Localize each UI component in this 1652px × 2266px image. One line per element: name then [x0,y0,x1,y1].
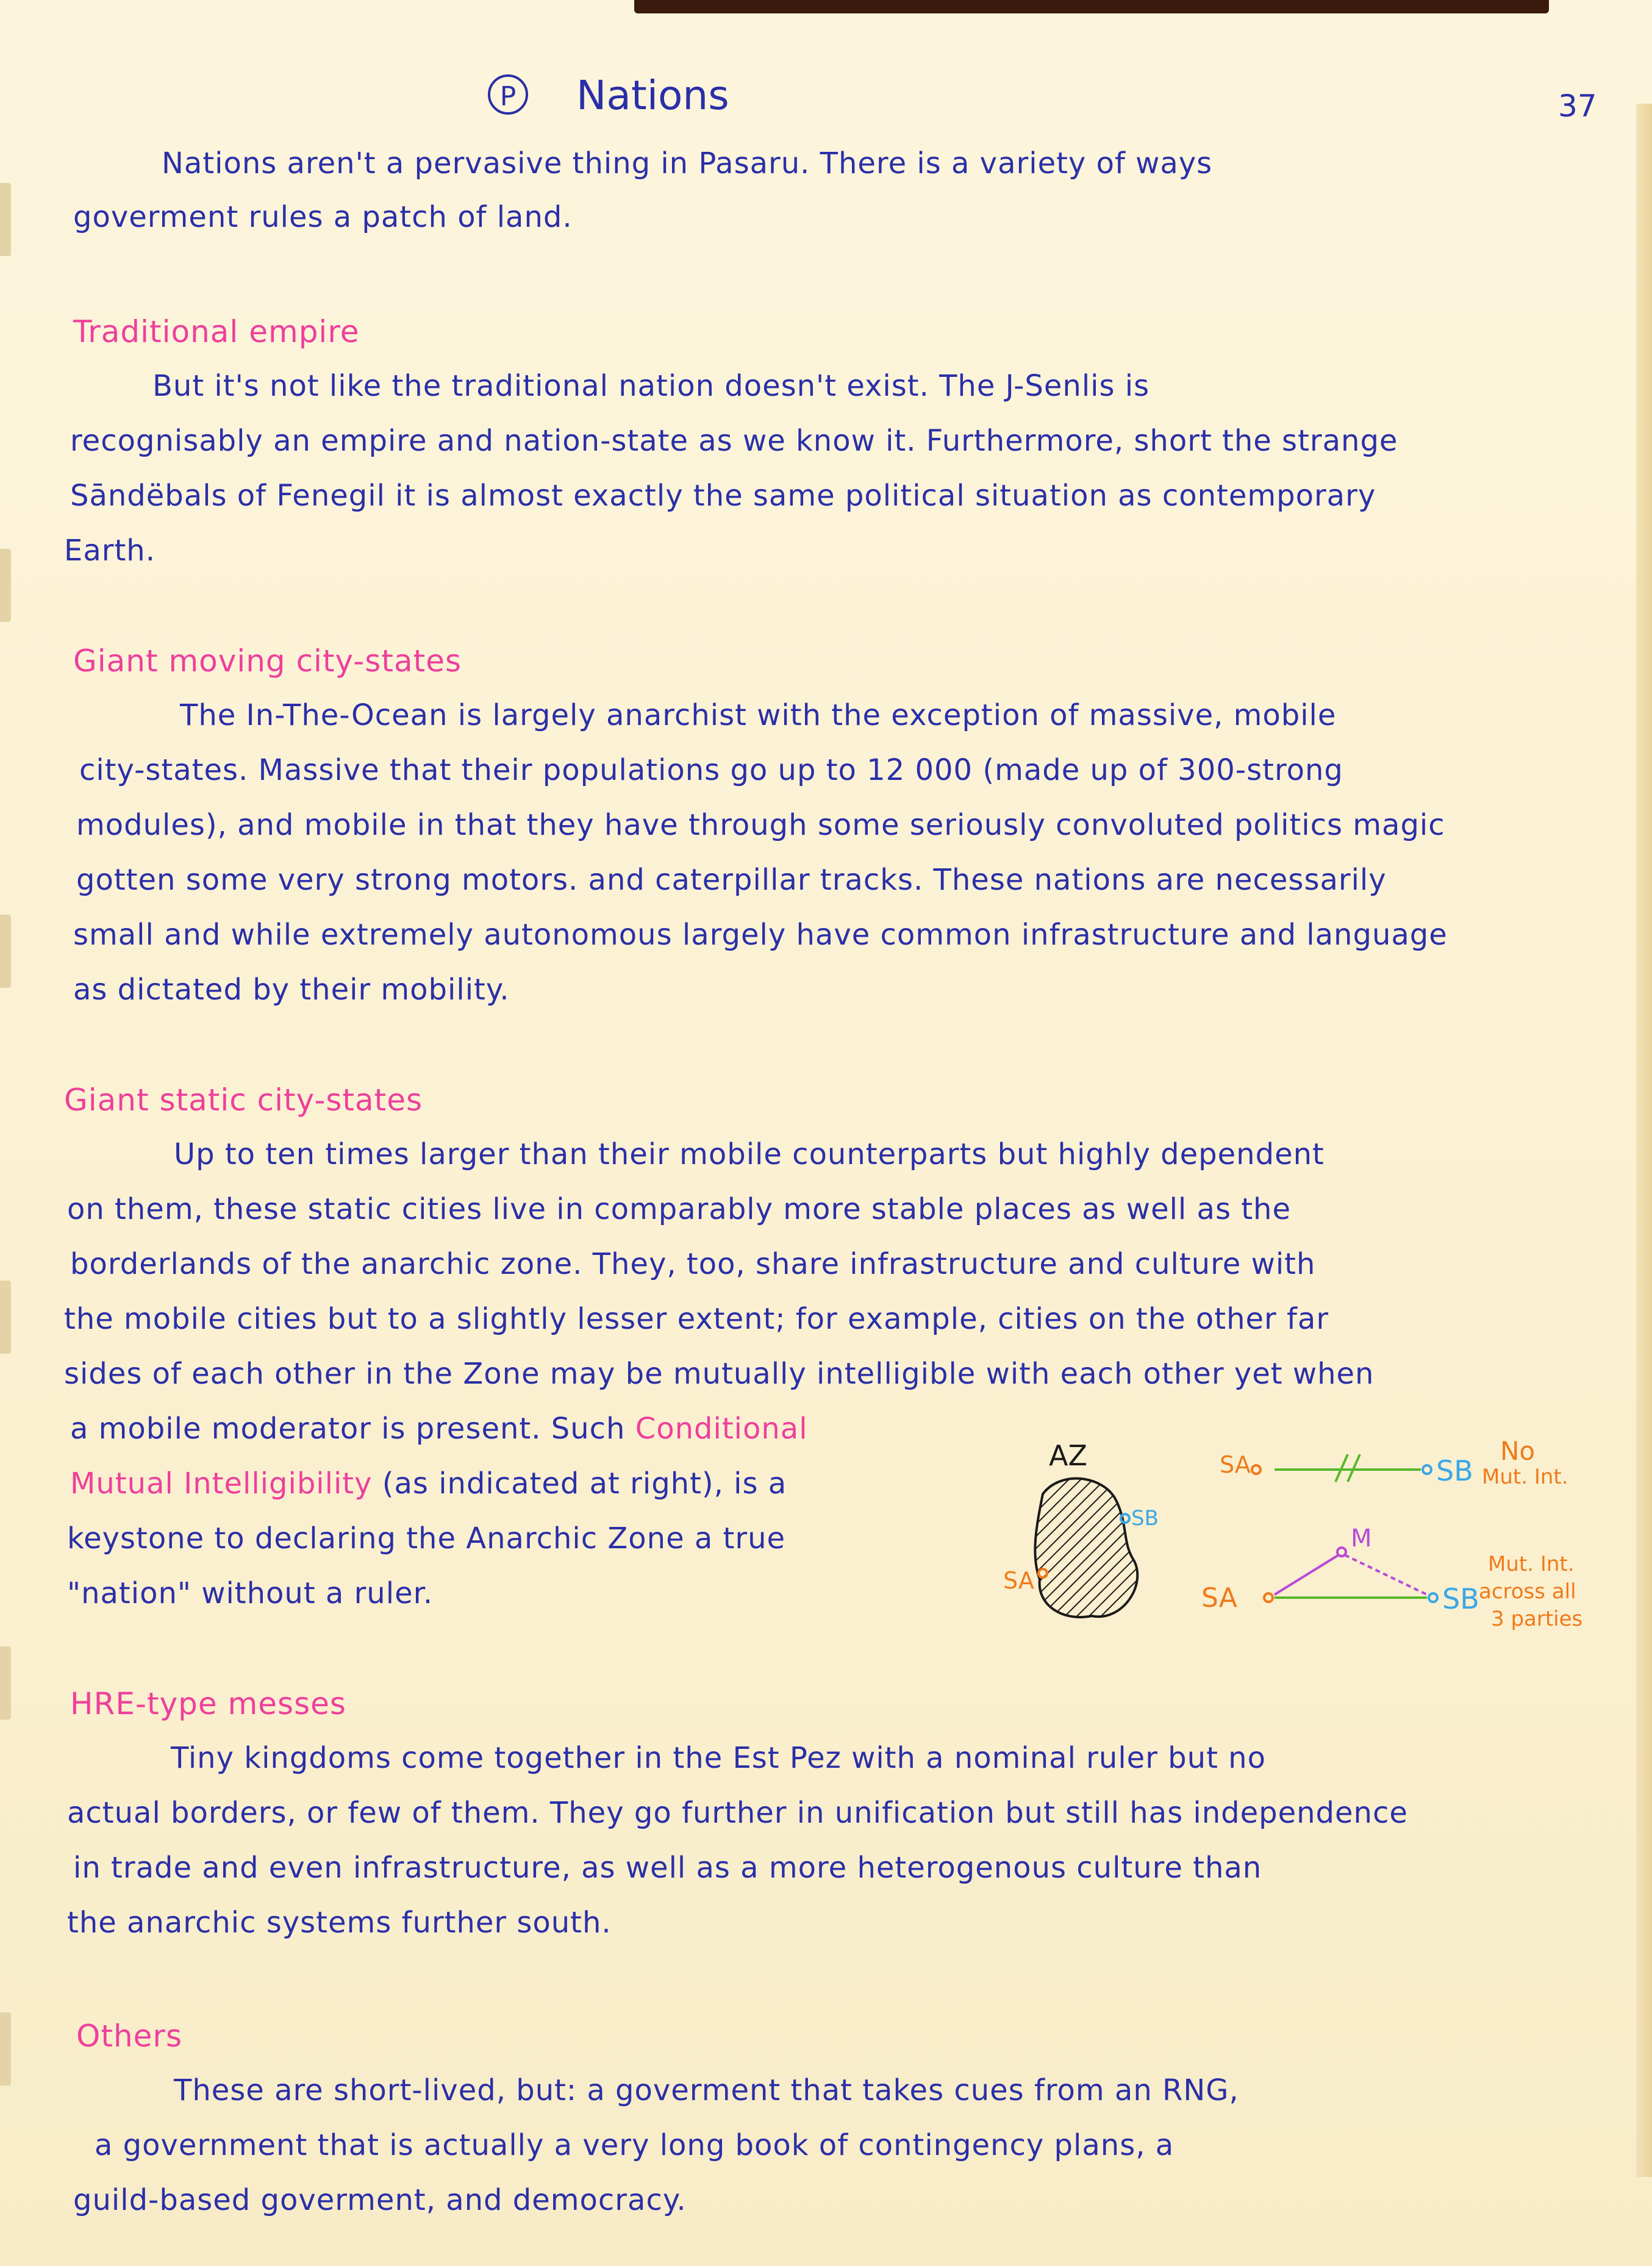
moderator-label: M [1351,1524,1372,1553]
mut-sa-dot [1264,1593,1273,1602]
paragraph-line: guild-based goverment, and democracy. [73,2183,687,2217]
term-conditional: Conditional [635,1412,808,1446]
no-mut-sa-label: SA [1220,1451,1251,1478]
mut-m-dot [1337,1548,1346,1556]
paragraph-line: city-states. Massive that their populations go up to 12 000 (made up of 300-strong [79,753,1343,787]
paragraph-line: the mobile cities but to a slightly lesser extent; for example, cities on the other far [64,1302,1329,1336]
margin-tab [0,1646,11,1720]
intro-line: Nations aren't a pervasive thing in Pasaru. There is a variety of ways [162,146,1213,180]
no-mut-sb-label: SB [1436,1454,1473,1487]
section-heading-moving-city-states: Giant moving city-states [73,643,462,679]
paragraph-line: gotten some very strong motors. and caterpillar tracks. These nations are necessarily [76,863,1387,897]
margin-tab [0,549,11,622]
mut-line-m-sa [1275,1555,1339,1595]
paragraph-line [70,1467,787,1501]
paragraph-line: keystone to declaring the Anarchic Zone a true [67,1521,786,1556]
no-mut-sb-dot [1423,1465,1431,1474]
paragraph-line: actual borders, or few of them. They go further in unification but still has independence [67,1796,1408,1830]
section-heading-static-city-states: Giant static city-states [64,1082,423,1118]
paragraph-line: sides of each other in the Zone may be mutually intelligible with each other yet when [64,1357,1375,1391]
paragraph-line: Sāndëbals of Fenegil it is almost exactly the same political situation as contemporary [70,479,1376,513]
section-heading-traditional-empire: Traditional empire [73,314,360,349]
anarchic-zone-shape [1035,1479,1137,1617]
term-mutual-intelligibility: Mutual Intelligibility [70,1467,373,1501]
paragraph-line: in trade and even infrastructure, as well as a more heterogenous culture than [73,1851,1262,1885]
paragraph-line: as dictated by their mobility. [73,973,510,1007]
margin-tab [0,1281,11,1354]
zone-sb-label: SB [1131,1506,1159,1531]
mut-label-2: across all [1479,1579,1576,1604]
page-title: Nations [576,72,729,119]
binding-strip [634,0,1549,13]
paragraph-text: (as indicated at right), is a [372,1467,787,1501]
paragraph-line: But it's not like the traditional nation doesn't exist. The J-Senlis is [152,369,1150,403]
paragraph-line: recognisably an empire and nation-state as we know it. Furthermore, short the strange [70,424,1398,458]
paragraph-line: a government that is actually a very long book of contingency plans, a [95,2128,1175,2162]
mut-label-1: Mut. Int. [1488,1552,1575,1576]
no-mut-label: No [1500,1436,1536,1466]
no-mut-break [1348,1454,1360,1482]
paragraph-line: small and while extremely autonomous largely have common infrastructure and language [73,918,1448,952]
section-heading-others: Others [76,2018,183,2054]
no-mut-break [1336,1454,1348,1482]
no-mut-label-2: Mut. Int. [1482,1465,1568,1489]
paragraph-line: "nation" without a ruler. [67,1576,434,1610]
page-edge [1636,104,1652,2177]
paragraph-line: Up to ten times larger than their mobile counterparts but highly dependent [174,1137,1325,1171]
mutual-intelligibility-diagram [970,1421,1616,1677]
mut-sb-dot [1429,1593,1437,1602]
intro-line: goverment rules a patch of land. [73,200,573,234]
paragraph-line: The In-The-Ocean is largely anarchist with the exception of massive, mobile [180,698,1337,732]
paragraph-line: Tiny kingdoms come together in the Est Pez with a nominal ruler but no [171,1741,1266,1775]
mut-line-m-sb [1345,1555,1427,1595]
margin-tab [0,915,11,988]
page-number: 37 [1558,88,1597,124]
section-mark: P [488,74,528,115]
paragraph-line: the anarchic systems further south. [67,1906,612,1940]
paragraph-text: a mobile moderator is present. Such [70,1412,626,1446]
zone-label: AZ [1049,1439,1087,1472]
section-heading-hre-type-messes: HRE-type messes [70,1686,346,1721]
paragraph-line: modules), and mobile in that they have through some seriously convoluted politics magic [76,808,1445,842]
paragraph-line: borderlands of the anarchic zone. They, too, share infrastructure and culture with [70,1247,1316,1281]
zone-sa-label: SA [1003,1567,1034,1594]
paragraph-line: These are short-lived, but: a goverment that takes cues from an RNG, [174,2073,1239,2107]
no-mut-sa-dot [1252,1465,1260,1474]
mut-sa-label: SA [1201,1582,1237,1614]
paragraph-line: on them, these static cities live in comparably more stable places as well as the [67,1192,1291,1226]
paragraph-line: Earth. [64,534,156,568]
margin-tab [0,2012,11,2086]
margin-tab [0,183,11,256]
mut-sb-label: SB [1442,1582,1479,1615]
mut-label-3: 3 parties [1491,1607,1583,1631]
paragraph-line [70,1412,808,1446]
